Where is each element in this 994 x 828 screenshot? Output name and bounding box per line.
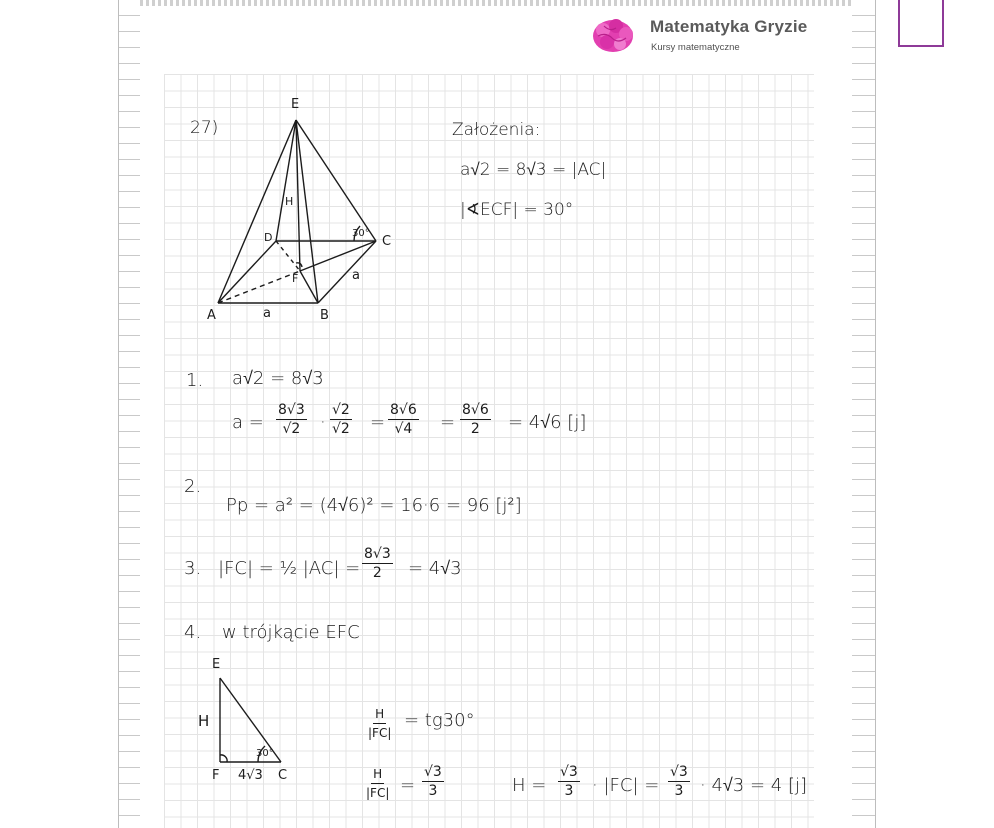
h-lhs: H = bbox=[512, 775, 547, 796]
h-mid: · |FC| = bbox=[592, 775, 660, 796]
ratio2-den: |FC| bbox=[366, 786, 390, 800]
step1-frac2 bbox=[330, 402, 352, 437]
h-frac1-num: √3 bbox=[560, 764, 578, 780]
ratio2-eq: = bbox=[400, 775, 416, 796]
step1-a-eq: a = bbox=[232, 412, 264, 433]
h-frac2 bbox=[668, 764, 690, 799]
frac4-num: 8√6 bbox=[462, 402, 489, 418]
tri-label-side: 4√3 bbox=[238, 768, 263, 783]
base-ad bbox=[218, 241, 276, 303]
ratio2-rfrac bbox=[422, 764, 444, 799]
frac4-den: 2 bbox=[470, 421, 480, 437]
step4-index: 4. bbox=[184, 622, 202, 643]
h-frac2-num: √3 bbox=[670, 764, 688, 780]
assumption-2: |∢ECF| = 30° bbox=[460, 200, 574, 220]
problem-number: 27) bbox=[190, 118, 219, 138]
step1-index: 1. bbox=[186, 370, 204, 391]
step3-frac bbox=[362, 546, 393, 581]
step1-result: = 4√6 [j] bbox=[508, 412, 587, 433]
label-a: A bbox=[207, 308, 216, 323]
step1-eq1: = bbox=[370, 412, 386, 433]
h-end: · 4√3 = 4 [j] bbox=[700, 775, 807, 796]
step1-dot: · bbox=[320, 412, 326, 433]
frac1-den: √2 bbox=[282, 421, 301, 437]
edge-ea bbox=[218, 120, 299, 303]
label-angle-c: 30° bbox=[352, 228, 370, 239]
tri-label-h: H bbox=[198, 712, 210, 730]
ratio2-rden: 3 bbox=[428, 783, 438, 799]
frac1-num: 8√3 bbox=[278, 402, 305, 418]
frac2-num: √2 bbox=[332, 402, 350, 418]
step2-index: 2. bbox=[184, 476, 202, 497]
ratio1-rhs: = tg30° bbox=[404, 710, 475, 731]
step4-heading: w trójkącie EFC bbox=[222, 622, 360, 643]
tri-label-e: E bbox=[212, 657, 221, 672]
label-d: D bbox=[264, 231, 273, 244]
h-frac1-den: 3 bbox=[564, 783, 574, 799]
brand-subtitle: Kursy matematyczne bbox=[651, 42, 740, 53]
base-bc bbox=[318, 241, 376, 303]
frac3-den: √4 bbox=[394, 421, 413, 437]
ratio1-num: H bbox=[373, 706, 386, 724]
step3-lhs: |FC| = ½ |AC| = bbox=[218, 558, 361, 579]
ratio1-den: |FC| bbox=[368, 726, 392, 740]
step1-frac3 bbox=[388, 402, 419, 437]
label-c: C bbox=[382, 234, 392, 249]
ratio1-frac bbox=[368, 706, 391, 741]
step1-frac4 bbox=[460, 402, 491, 437]
ratio2-frac bbox=[366, 766, 389, 801]
ratio2-num: H bbox=[371, 766, 384, 784]
brand-title[interactable]: Matematyka Gryzie bbox=[650, 17, 808, 36]
step1-eq2: = bbox=[440, 412, 456, 433]
ratio2-rnum: √3 bbox=[424, 764, 442, 780]
frac2-den: √2 bbox=[332, 421, 350, 437]
step3-frac-den: 2 bbox=[372, 565, 382, 581]
tri-label-angle: 30° bbox=[256, 748, 274, 759]
tri-label-f: F bbox=[212, 768, 220, 783]
label-h: H bbox=[285, 195, 294, 208]
step3-result: = 4√3 bbox=[408, 558, 462, 579]
step3-index: 3. bbox=[184, 558, 202, 579]
h-frac2-den: 3 bbox=[674, 783, 684, 799]
edge-ed bbox=[276, 120, 296, 241]
tri-label-c: C bbox=[278, 768, 288, 783]
step2-line: Pp = a² = (4√6)² = 16·6 = 96 [j²] bbox=[226, 495, 522, 516]
label-f: F bbox=[292, 272, 299, 285]
frac3-num: 8√6 bbox=[390, 402, 417, 418]
assumption-1: a√2 = 8√3 = |AC| bbox=[460, 160, 607, 180]
label-e: E bbox=[291, 97, 300, 112]
step1-line1: a√2 = 8√3 bbox=[232, 368, 324, 389]
diagonal-df bbox=[276, 241, 300, 271]
right-angle-mark bbox=[220, 755, 227, 762]
label-b: B bbox=[320, 308, 329, 323]
h-frac1 bbox=[558, 764, 580, 799]
step3-frac-num: 8√3 bbox=[364, 546, 391, 562]
assumptions-title: Założenia: bbox=[452, 120, 541, 140]
label-base-a: a bbox=[263, 306, 271, 321]
label-side-a: a bbox=[352, 268, 360, 283]
step1-frac1 bbox=[276, 402, 307, 437]
